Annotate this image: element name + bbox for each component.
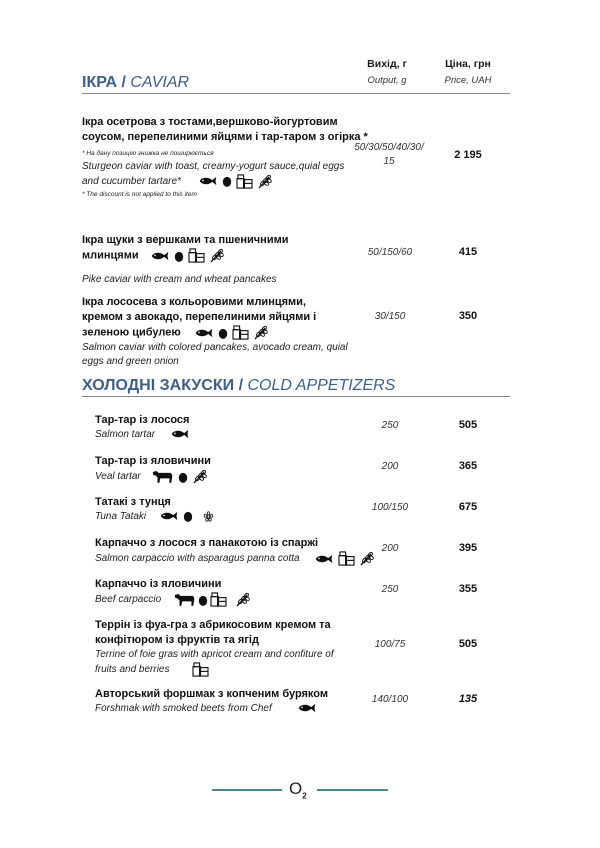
dairy-icon (188, 248, 205, 263)
allergen-icons (170, 429, 190, 439)
item-name-en: Pike caviar with cream and wheat pancakes (82, 274, 277, 286)
menu-item (82, 295, 352, 368)
price-header-ua: Ціна, грн (445, 58, 491, 70)
item-name-en: Tuna Tataki (95, 510, 385, 524)
egg-icon (183, 510, 193, 522)
item-output: 140/100 (371, 694, 409, 705)
item-output: 100/75 (374, 639, 406, 650)
item-output: 200 (381, 543, 399, 554)
fish-icon (150, 251, 170, 261)
egg-icon (222, 175, 232, 187)
section-divider (82, 93, 510, 94)
section-divider (82, 396, 510, 397)
item-price: 350 (458, 310, 478, 322)
menu-item (95, 413, 385, 442)
menu-item (82, 115, 372, 198)
gluten-icon (235, 592, 250, 607)
dairy-icon (236, 174, 253, 189)
item-price: 415 (458, 246, 478, 258)
allergen-icons (194, 325, 268, 340)
allergen-icons (159, 510, 214, 522)
fish-icon (314, 554, 334, 564)
sesame-icon (203, 511, 214, 522)
item-note-en: * The discount is not applied to this item (82, 190, 197, 198)
item-name-en: Forshmak with smoked beets from Chef (95, 702, 395, 716)
item-name-ua: Карпаччо з лосося з панакотою із спаржі (95, 537, 319, 549)
fish-icon (198, 176, 218, 186)
item-price: 355 (458, 583, 478, 595)
menu-item (95, 454, 385, 484)
item-name-ua: Ікра щуки з вершками та пшеничними млинцями (82, 234, 289, 262)
item-name-ua: Ікра осетрова з тостами,вершково-йогуртовим соусом, перепелиними яйцями і тар-таром з огірка * (82, 116, 368, 143)
item-name-en: Salmon carpaccio with asparagus panna cotta (95, 551, 395, 566)
item-price: 395 (458, 542, 478, 554)
section-title-cold-appetizers: ХОЛОДНІ ЗАКУСКИ / COLD APPETIZERS (82, 377, 396, 394)
fish-icon (170, 429, 190, 439)
dairy-icon (192, 662, 209, 677)
egg-icon (174, 250, 184, 262)
item-name-en: Veal tartar (95, 469, 385, 484)
menu-item (95, 618, 355, 677)
item-name-en: Beef carpaccio (95, 592, 385, 607)
dairy-icon (210, 592, 227, 607)
item-name-ua: Татакі з тунця (95, 496, 171, 508)
item-price: 135 (458, 693, 478, 705)
item-output: 100/150 (371, 502, 409, 513)
item-price: 505 (458, 638, 478, 650)
item-output: 250 (381, 420, 399, 431)
menu-item (95, 577, 385, 607)
gluten-icon (192, 469, 207, 484)
fish-icon (297, 703, 317, 713)
allergen-icons (174, 592, 250, 607)
item-price: 505 (458, 419, 478, 431)
item-name-ua: Тар-тар із лосося (95, 414, 190, 426)
fish-icon (159, 511, 179, 521)
item-name-ua: Авторський форшмак з копченим буряком (95, 688, 329, 700)
price-header-en: Price, UAH (444, 75, 492, 86)
item-name-en: Sturgeon caviar with toast, creamy-yogurt sauce,quial eggs and cucumber tartare* (82, 161, 345, 187)
egg-icon (178, 471, 188, 483)
output-header-ua: Вихід, г (367, 58, 407, 70)
dairy-icon (232, 325, 249, 340)
beef-icon (174, 592, 196, 607)
item-price: 2 195 (454, 149, 482, 161)
price-column-header (428, 58, 508, 86)
item-name-ua: Террін із фуа-гра з абрикосовим кремом та конфітюром із фруктів та ягід (95, 619, 331, 646)
item-output: 250 (381, 584, 399, 595)
item-name-en: Salmon tartar (95, 428, 385, 442)
gluten-icon (257, 174, 272, 189)
item-price: 675 (458, 501, 478, 513)
item-note-ua: * На дану позицію знижка не поширюється (82, 150, 214, 157)
allergen-icons (150, 248, 224, 263)
egg-icon (218, 327, 228, 339)
gluten-icon (209, 248, 224, 263)
item-output: 200 (381, 461, 399, 472)
menu-item (82, 233, 372, 287)
item-output: 30/150 (374, 311, 406, 322)
item-name-en: Terrine of foie gras with apricot cream and confiture of fruits and berries (95, 649, 334, 675)
logo: $O_2$ (289, 779, 307, 801)
output-column-header (347, 58, 427, 86)
section-title-caviar: ІКРА / CAVIAR (82, 74, 190, 91)
item-price: 365 (458, 460, 478, 472)
allergen-icons (297, 703, 317, 713)
item-output: 50/30/50/40/30/ 15 (354, 142, 424, 167)
allergen-icons (198, 174, 272, 189)
allergen-icons (152, 469, 207, 484)
item-name-ua: Ікра лососева з кольоровими млинцями, кремом з авокадо, перепелиними яйцями і зеленою цибулею (82, 296, 317, 339)
footer-line-right (317, 789, 388, 791)
item-output: 50/150/60 (367, 247, 413, 258)
menu-item (95, 495, 385, 524)
egg-icon (198, 594, 208, 606)
gluten-icon (253, 325, 268, 340)
item-name-en: Salmon caviar with colored pancakes, avocado cream, quial eggs and green onion (82, 342, 348, 367)
output-header-en: Output, g (367, 75, 407, 86)
fish-icon (194, 328, 214, 338)
allergen-icons (192, 662, 209, 677)
item-name-ua: Карпаччо із яловичини (95, 578, 222, 590)
footer-line-left (212, 789, 282, 791)
item-name-ua: Тар-тар із яловичини (95, 455, 211, 467)
beef-icon (152, 469, 174, 484)
